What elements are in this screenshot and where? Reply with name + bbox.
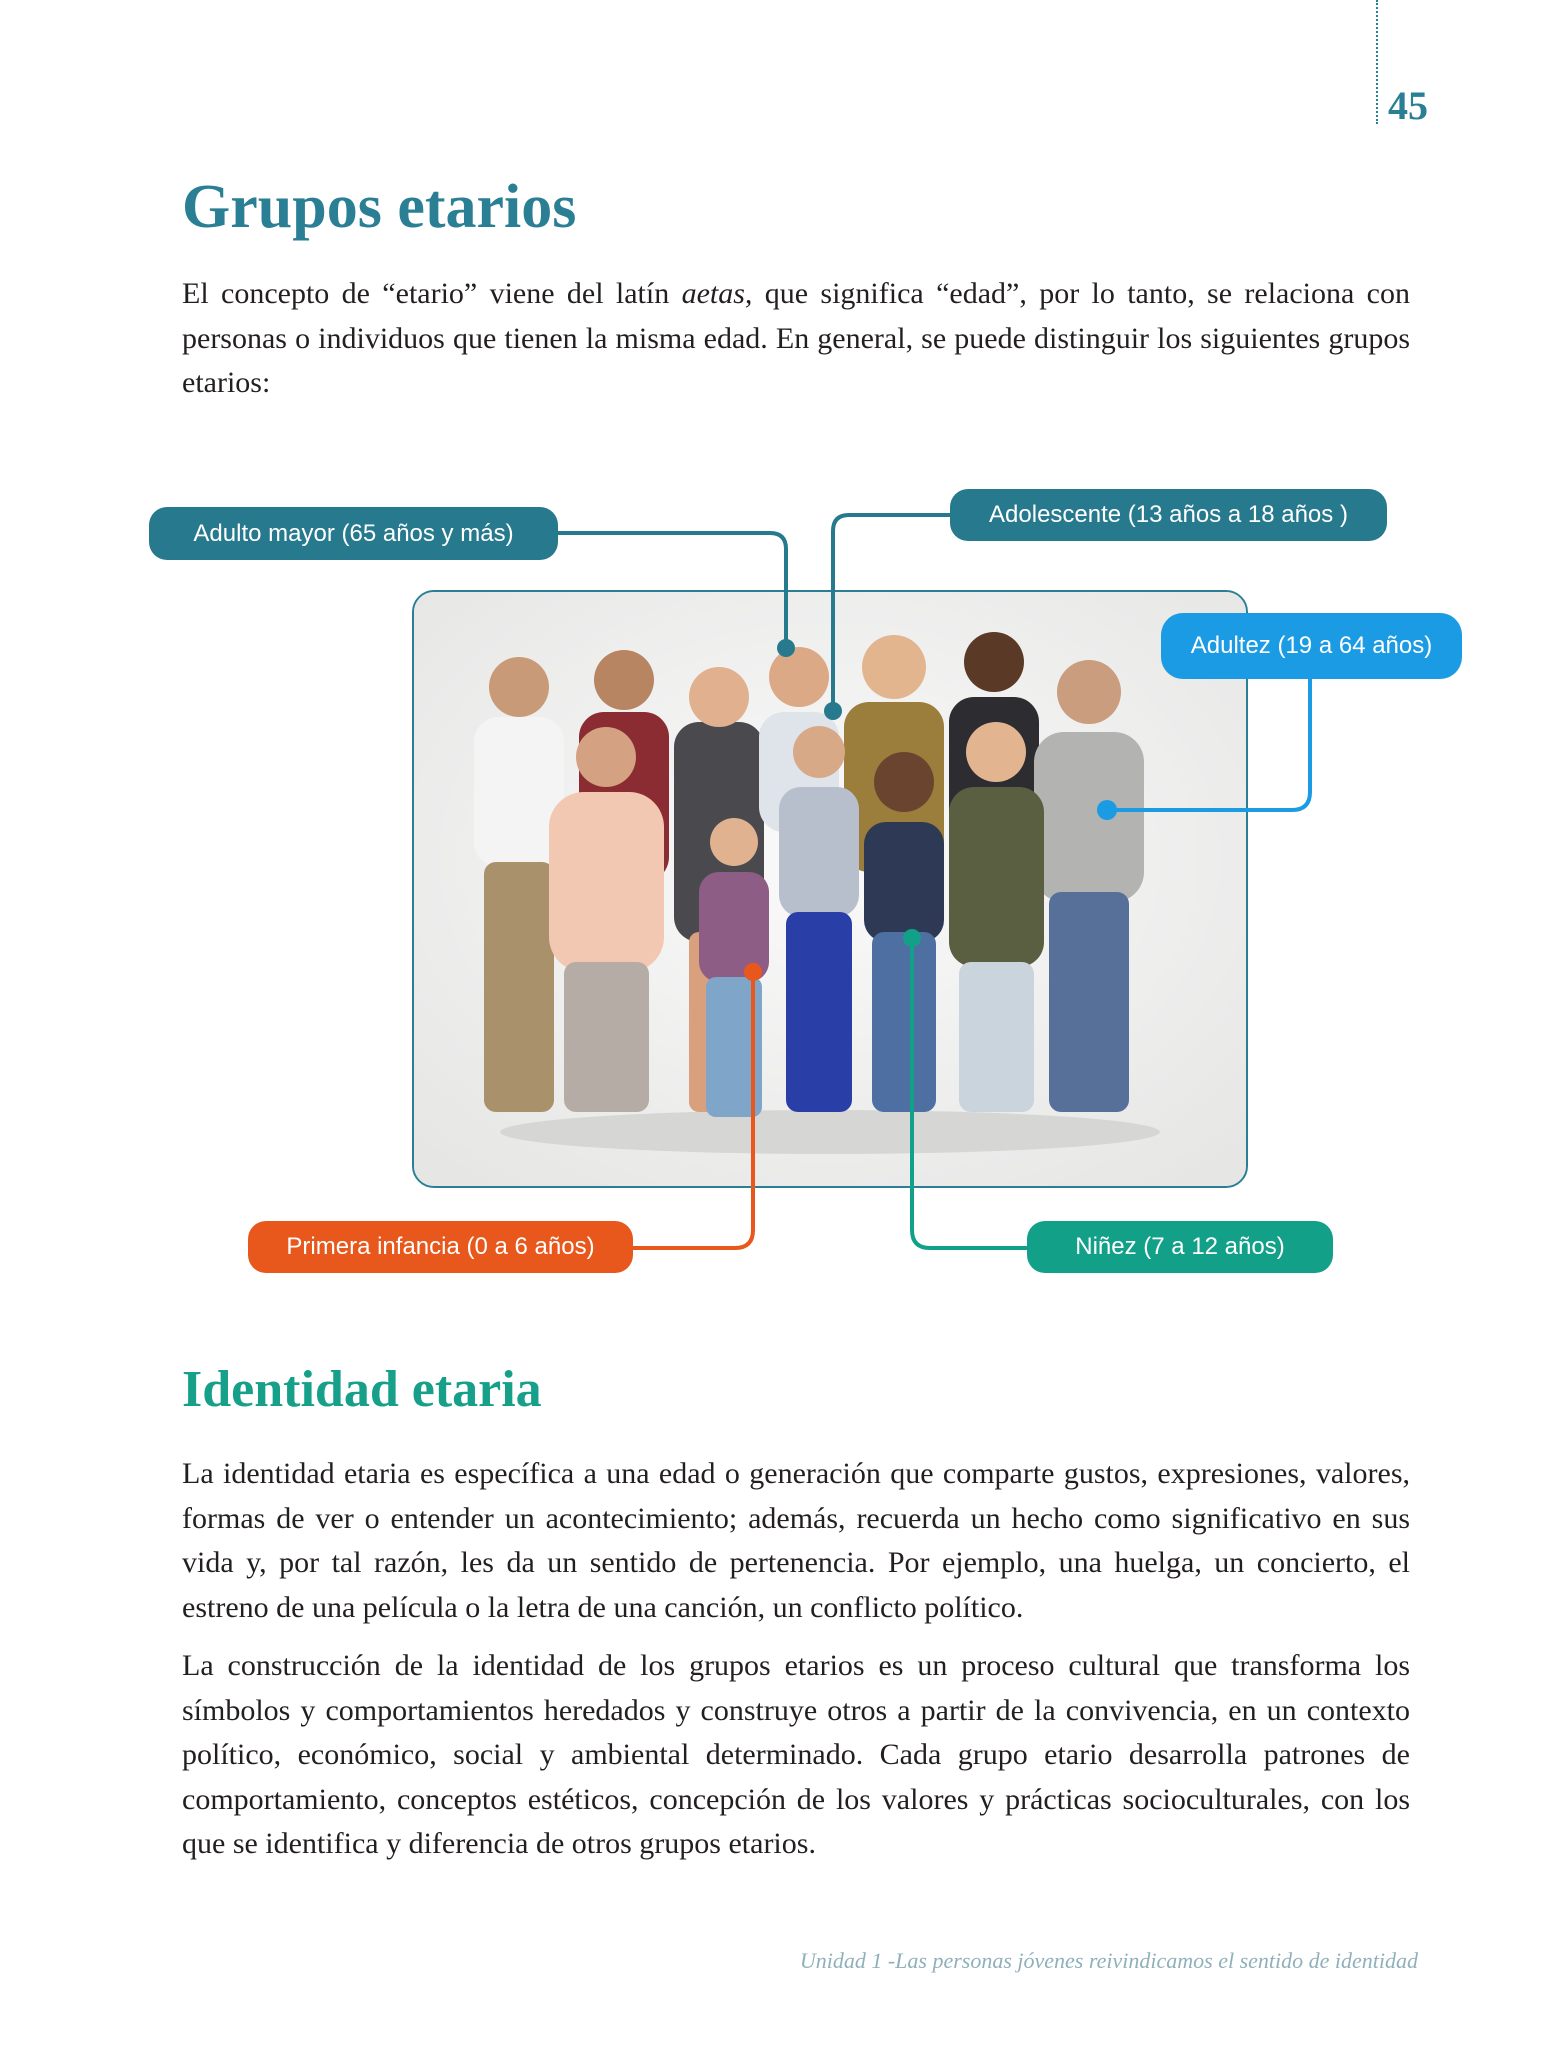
body-paragraph-2: La construcción de la identidad de los grupos etarios es un proceso cultural que transforma los símbolos y comportamientos heredados y construye otros a partir de la convivencia, en un contexto político, económico, social y ambiental determinado. Cada grupo etario desarrolla patrones de comportamiento, conceptos estéticos, concepción de los valores y prácticas socioculturales, con los que se identifica y diferencia de otros grupos etarios.: [182, 1649, 1410, 1860]
label-adultez: Adultez (19 a 64 años): [1161, 613, 1462, 679]
page-edge-dotted-line: [1376, 0, 1378, 124]
label-ninez: Niñez (7 a 12 años): [1027, 1221, 1333, 1273]
group-photo-frame: [412, 590, 1248, 1188]
label-adolescente: Adolescente (13 años a 18 años ): [950, 489, 1387, 541]
intro-italic-term: aetas,: [681, 277, 753, 310]
page-number: 45: [1388, 83, 1428, 128]
intro-paragraph: [182, 272, 1410, 406]
intro-text-start: El concepto de “etario” viene del latín: [182, 277, 682, 310]
label-adulto-mayor: Adulto mayor (65 años y más): [149, 507, 558, 560]
page-title: Grupos etarios: [182, 173, 577, 241]
label-primera-infancia: Primera infancia (0 a 6 años): [248, 1221, 633, 1273]
page-footer: Unidad 1 -Las personas jóvenes reivindicamos el sentido de identidad: [799, 1948, 1418, 1973]
body-paragraph-1: La identidad etaria es específica a una edad o generación que comparte gustos, expresiones, valores, formas de ver o entender un acontecimiento; además, recuerda un hecho como significativo en sus vida y, por tal razón, les da un sentido de pertenencia. Por ejemplo, una huelga, un concierto, el estreno de una película o la letra de una canción, un conflicto político.: [182, 1457, 1410, 1624]
intro-text-end: que significa “edad”, por lo tanto, se relaciona con personas o individuos que tienen la misma edad. En general, se puede distinguir los siguientes grupos etarios:: [182, 277, 1410, 399]
group-photo: [414, 592, 1246, 1186]
section-heading-identidad-etaria: Identidad etaria: [182, 1361, 542, 1418]
